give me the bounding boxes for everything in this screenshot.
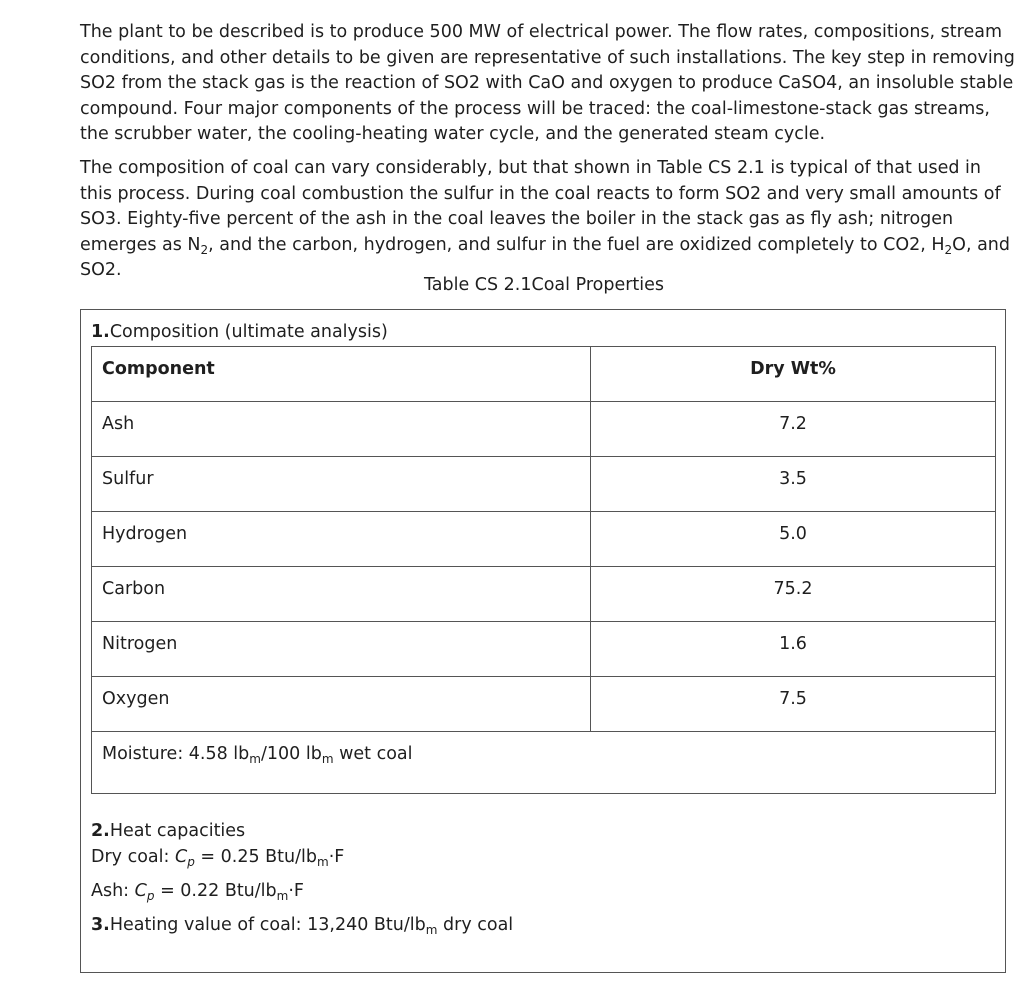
section1-title — [91, 320, 388, 344]
row-component: Ash — [92, 402, 591, 457]
ash-cp — [91, 878, 513, 904]
table-header-row — [92, 347, 996, 402]
dry-coal-symbol-sub: p — [187, 855, 195, 869]
header-component: Component — [92, 347, 591, 402]
row-value: 5.0 — [591, 512, 996, 567]
section2-title-text: Heat capacities — [109, 821, 246, 841]
table-row — [92, 457, 996, 512]
row-component: Nitrogen — [92, 622, 591, 677]
moisture-cell — [92, 732, 996, 794]
ash-unit-end: ·F — [288, 881, 304, 901]
moisture-mid: /100 lb — [260, 744, 322, 764]
section3-number: 3. — [91, 915, 110, 935]
ash-symbol: C — [134, 881, 147, 901]
row-value: 7.2 — [591, 402, 996, 457]
heating-value-text: Heating value of coal: 13,240 Btu/lb — [109, 915, 426, 935]
ash-unit-sub: m — [276, 889, 289, 903]
row-component: Sulfur — [92, 457, 591, 512]
moisture-sub1: m — [249, 752, 261, 766]
coal-properties-box — [80, 309, 1006, 973]
intro-paragraph: The plant to be described is to produce 500 MW of electrical power. The flow rates, compositions, stream conditions, and other details to be given are representative of such installations. The key step in removing SO2 from the stack gas is the reaction of SO2 with CaO and oxygen to produce CaSO4, an insoluble stable compound. Four major components of the process will be traced: the coal-limestone-stack gas streams, the scrubber water, the cooling-heating water cycle, and the generated steam cycle. — [80, 22, 1015, 144]
dry-coal-value: = 0.25 Btu/lb — [194, 847, 317, 867]
row-value: 3.5 — [591, 457, 996, 512]
moisture-row — [92, 732, 996, 794]
dry-coal-unit-end: ·F — [328, 847, 345, 867]
table-row — [92, 622, 996, 677]
ash-label: Ash: — [91, 881, 135, 901]
section1-title-text: Composition (ultimate analysis) — [109, 322, 388, 342]
paragraph2-part1: The composition of coal can vary considerably, but that shown in Table CS 2.1 is typical of that used in this process. During coal combustion the sulfur in the coal reacts to form SO2 and very small amounts of SO3. Eighty-five percent of the ash in the coal leaves the boiler in the stack gas as fly ash; nitrogen emerges as N — [80, 158, 1001, 255]
ash-value: = 0.22 Btu/lb — [154, 881, 277, 901]
heating-value-end: dry coal — [437, 915, 514, 935]
dry-coal-symbol: C — [174, 847, 188, 867]
row-component: Oxygen — [92, 677, 591, 732]
section1-number: 1. — [91, 322, 110, 342]
paragraph2-part2: , and the carbon, hydrogen, and sulfur in the fuel are oxidized completely to CO2, H — [208, 234, 945, 255]
moisture-label: Moisture: 4.58 lb — [102, 744, 250, 764]
heating-value-sub: m — [425, 923, 438, 937]
row-component: Hydrogen — [92, 512, 591, 567]
row-value: 7.5 — [591, 677, 996, 732]
moisture-sub2: m — [321, 752, 334, 766]
row-value: 75.2 — [591, 567, 996, 622]
dry-coal-label: Dry coal: — [91, 847, 175, 867]
header-dry-wt: Dry Wt% — [591, 347, 996, 402]
paragraph2-part3: O, and SO2. — [80, 234, 1010, 280]
heat-capacity-section — [91, 818, 513, 938]
composition-table — [91, 346, 996, 794]
paragraph2-sub2: 2 — [944, 242, 953, 257]
coal-composition-paragraph — [80, 156, 1015, 284]
dry-coal-unit-sub: m — [316, 855, 329, 869]
table-row — [92, 677, 996, 732]
moisture-end: wet coal — [333, 744, 413, 764]
table-row — [92, 512, 996, 567]
heating-value — [91, 912, 513, 938]
ash-symbol-sub: p — [146, 889, 155, 903]
dry-coal-cp — [91, 844, 513, 870]
row-value: 1.6 — [591, 622, 996, 677]
section2-title — [91, 818, 513, 844]
table-row — [92, 402, 996, 457]
paragraph2-sub1: 2 — [200, 242, 209, 257]
table-row — [92, 567, 996, 622]
table-caption: Table CS 2.1Coal Properties — [423, 275, 665, 295]
section2-number: 2. — [91, 821, 110, 841]
row-component: Carbon — [92, 567, 591, 622]
